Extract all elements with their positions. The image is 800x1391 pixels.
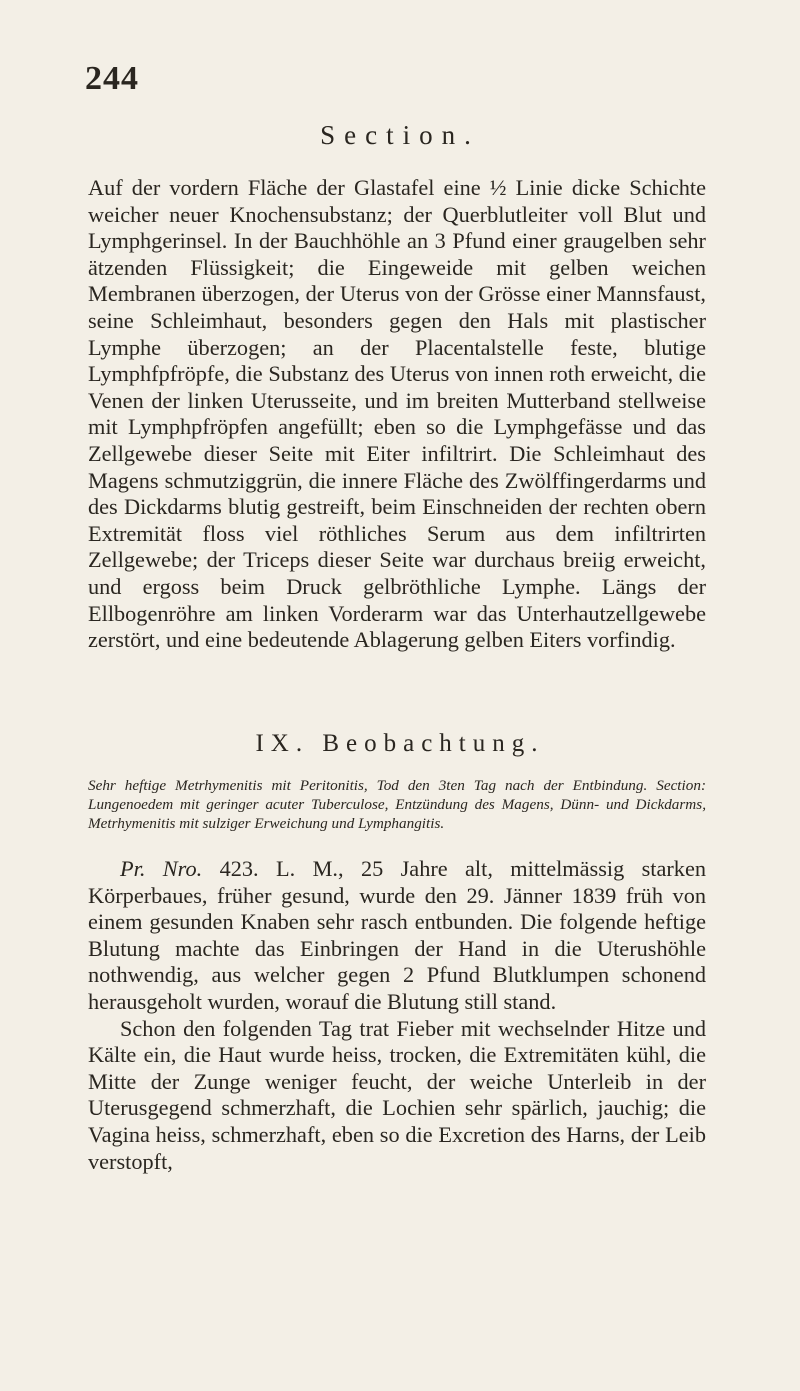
observation-heading: IX. Beobachtung.	[255, 730, 545, 757]
case-paragraph-1-text: 423. L. M., 25 Jahre alt, mittelmässig starken Körperbaues, früher gesund, wurde den 29. Jänner 1839 früh von einem gesunden Knaben sehr rasch entbunden. Die folgende heftige Blutung machte das Einbringen der Hand in die Uterushöhle nothwendig, aus welcher gegen 2 Pfund Blutklumpen schonend herausgeholt wurden, worauf die Blutung still stand.	[88, 856, 707, 1014]
section-heading: Section.	[320, 120, 480, 150]
section-body	[88, 175, 706, 654]
case-paragraph-2: Schon den folgenden Tag trat Fieber mit wechselnder Hitze und Kälte ein, die Haut wurde heiss, trocken, die Extremitäten kühl, die Mitte der Zunge weniger feucht, der weiche Unterleib in der Uterusgegend schmerzhaft, die Lochien sehr spärlich, jauchig; die Vagina heiss, schmerzhaft, eben so die Excretion des Harns, der Leib verstopft,	[88, 1015, 706, 1174]
case-paragraph-1	[88, 856, 706, 1016]
case-report	[88, 856, 706, 1175]
page-number: 244	[85, 60, 139, 97]
case-lead: Pr. Nro.	[120, 856, 203, 881]
section-paragraph: Auf der vordern Fläche der Glastafel eine ½ Linie dicke Schichte weicher neuer Knochensubstanz; der Querblutleiter voll Blut und Lymphgerinsel. In der Bauchhöhle an 3 Pfund einer graugelben sehr ätzenden Flüssigkeit; die Eingeweide mit gelben weichen Membranen überzogen, der Uterus von der Grösse einer Mannsfaust, seine Schleimhaut, besonders gegen den Hals mit plastischer Lymphe überzogen; an der Placentalstelle feste, blutige Lymphfpfröpfe, die Substanz des Uterus von innen roth erweicht, die Venen der linken Uterusseite, und im breiten Mutterband stellweise mit Lymphpfröpfen angefüllt; eben so die Lymphgefässe und das Zellgewebe dieser Seite mit Eiter infiltrirt. Die Schleimhaut des Magens schmutziggrün, die innere Fläche des Zwölffingerdarms und des Dickdarms blutig gestreift, beim Einschneiden der rechten obern Extremität floss viel röthliches Serum aus dem infiltrirten Zellgewebe; der Triceps dieser Seite war durchaus breiig erweicht, und ergoss beim Druck gelbröthliche Lymphe. Längs der Ellbogenröhre am linken Vorderarm war das Unterhautzellgewebe zerstört, und eine bedeutende Ablagerung gelben Eiters vorfindig.	[88, 175, 706, 653]
case-summary: Sehr heftige Metrhymenitis mit Peritonitis, Tod den 3ten Tag nach der Entbindung. Section: Lungenoedem mit geringer acuter Tuberculose, Entzündung des Magens, Dünn- und Dickdarms, Metrhymenitis mit sulziger Erweichung und Lymphangitis.	[88, 777, 706, 832]
